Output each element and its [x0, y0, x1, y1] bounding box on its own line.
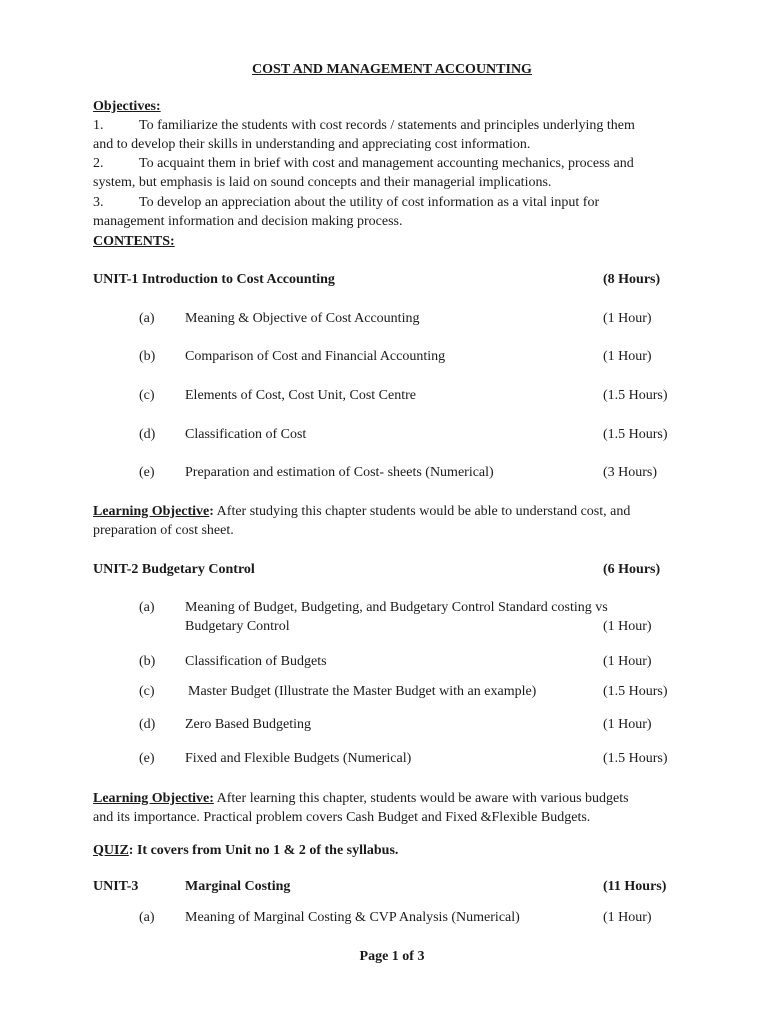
quiz-note: [93, 841, 398, 860]
topic-hours: (1 Hour): [603, 349, 652, 364]
topic-text: Meaning & Objective of Cost Accounting: [185, 311, 420, 326]
topic-text: Meaning of Budget, Budgeting, and Budgetary Control Standard costing vs: [185, 600, 608, 615]
quiz-text: : It covers from Unit no 1 & 2 of the syllabus.: [128, 843, 399, 858]
topic-label: (e): [139, 465, 155, 480]
topic-text: Master Budget (Illustrate the Master Budget with an example): [188, 684, 537, 699]
topic-hours: (1.5 Hours): [603, 751, 668, 766]
topic-text: Preparation and estimation of Cost- sheets (Numerical): [185, 465, 494, 480]
unit-title: UNIT-2 Budgetary Control: [93, 562, 255, 577]
objective-number: 2.: [93, 156, 104, 171]
topic-hours: (1 Hour): [603, 717, 652, 732]
topic-text: Fixed and Flexible Budgets (Numerical): [185, 751, 412, 766]
topic-hours: (1 Hour): [603, 311, 652, 326]
learning-objective-text-continuation: preparation of cost sheet.: [93, 523, 234, 538]
objective-number: 1.: [93, 118, 104, 133]
objective-number: 3.: [93, 195, 104, 210]
topic-label: (a): [139, 600, 155, 615]
unit-hours: (11 Hours): [603, 879, 667, 894]
topic-label: (a): [139, 311, 155, 326]
topic-label: (b): [139, 349, 156, 364]
topic-label: (a): [139, 910, 155, 925]
topic-text-continuation: Budgetary Control: [185, 619, 290, 634]
document-title: COST AND MANAGEMENT ACCOUNTING: [252, 62, 532, 77]
objective-text: To develop an appreciation about the utility of cost information as a vital input for: [139, 195, 600, 210]
unit-hours: (6 Hours): [603, 562, 661, 577]
learning-objective-text: After learning this chapter, students would be aware with various budgets: [213, 791, 629, 806]
objective-text-continuation: and to develop their skills in understanding and appreciating cost information.: [93, 137, 531, 152]
learning-objective-label: Learning Objective: [93, 504, 210, 519]
objective-text: To familiarize the students with cost records / statements and principles underlying them: [139, 118, 635, 133]
topic-text: Classification of Cost: [185, 427, 307, 442]
topic-label: (c): [139, 684, 155, 699]
topic-text: Elements of Cost, Cost Unit, Cost Centre: [185, 388, 416, 403]
contents-heading: CONTENTS:: [93, 234, 175, 249]
topic-hours: (1.5 Hours): [603, 684, 668, 699]
topic-label: (e): [139, 751, 155, 766]
learning-objective-text-continuation: and its importance. Practical problem covers Cash Budget and Fixed &Flexible Budgets.: [93, 810, 591, 825]
topic-label: (d): [139, 427, 156, 442]
topic-label: (c): [139, 388, 155, 403]
unit-hours: (8 Hours): [603, 272, 661, 287]
topic-label: (b): [139, 654, 156, 669]
learning-objective-colon: :: [209, 504, 214, 519]
objectives-heading: Objectives:: [93, 99, 161, 114]
topic-hours: (1.5 Hours): [603, 388, 668, 403]
unit-number: UNIT-3: [93, 879, 139, 894]
topic-hours: (1.5 Hours): [603, 427, 668, 442]
unit-title: UNIT-1 Introduction to Cost Accounting: [93, 272, 335, 287]
learning-objective: [93, 502, 630, 521]
topic-hours: (1 Hour): [603, 619, 652, 634]
topic-label: (d): [139, 717, 156, 732]
quiz-label: QUIZ: [93, 843, 129, 858]
topic-text: Meaning of Marginal Costing & CVP Analysis (Numerical): [185, 910, 520, 925]
topic-hours: (1 Hour): [603, 910, 652, 925]
topic-hours: (1 Hour): [603, 654, 652, 669]
unit-title: Marginal Costing: [185, 879, 291, 894]
learning-objective: [93, 789, 629, 808]
page-number: Page 1 of 3: [359, 949, 425, 964]
learning-objective-label: Learning Objective:: [93, 791, 214, 806]
topic-text: Comparison of Cost and Financial Accounting: [185, 349, 446, 364]
objective-text-continuation: management information and decision making process.: [93, 214, 403, 229]
topic-hours: (3 Hours): [603, 465, 658, 480]
topic-text: Zero Based Budgeting: [185, 717, 311, 732]
objective-text-continuation: system, but emphasis is laid on sound concepts and their managerial implications.: [93, 175, 552, 190]
learning-objective-text: After studying this chapter students would be able to understand cost, and: [213, 504, 631, 519]
topic-text: Classification of Budgets: [185, 654, 327, 669]
objective-text: To acquaint them in brief with cost and management accounting mechanics, process and: [139, 156, 634, 171]
